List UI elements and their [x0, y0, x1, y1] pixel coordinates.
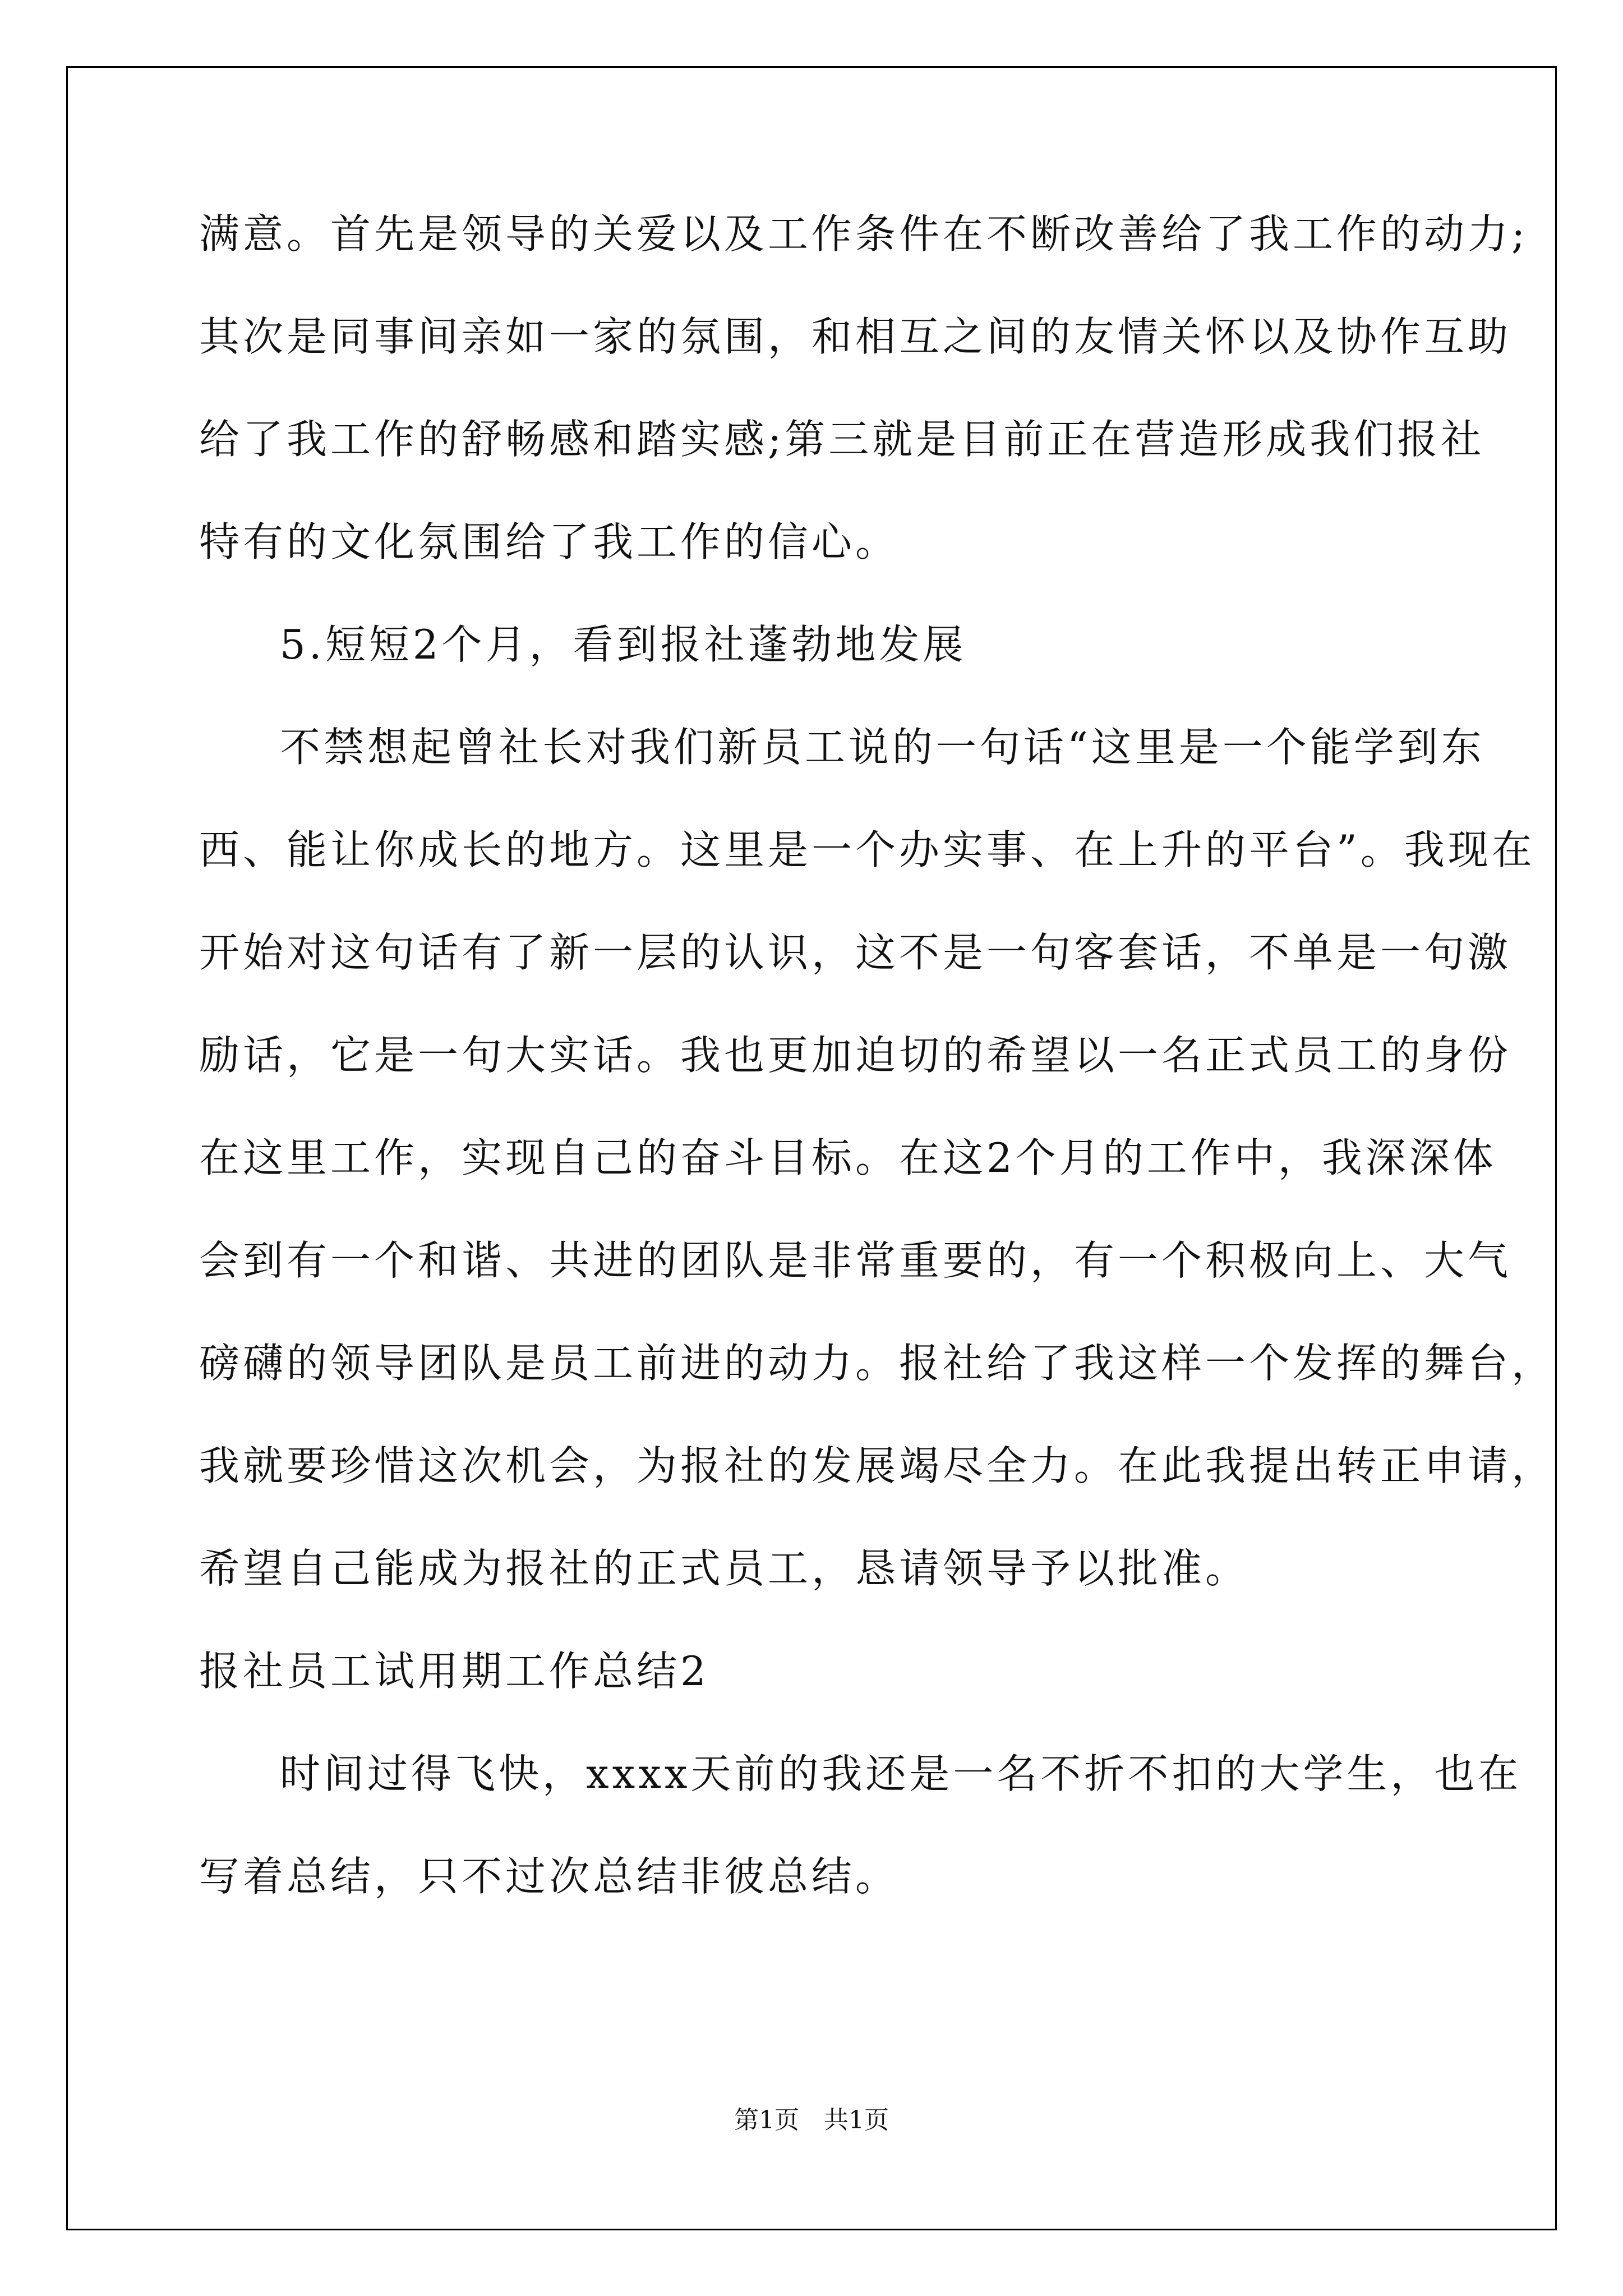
- text-line: 西、能让你成长的地方。这里是一个办实事、在上升的平台”。我现在: [199, 826, 1536, 873]
- text-line: 满意。首先是领导的关爱以及工作条件在不断改善给了我工作的动力;: [199, 210, 1529, 257]
- text-line: 会到有一个和谐、共进的团队是非常重要的，有一个积极向上、大气: [199, 1237, 1512, 1284]
- text-line: 磅礴的领导团队是员工前进的动力。报社给了我这样一个发挥的舞台，: [199, 1340, 1556, 1387]
- text-line: 在这里工作，实现自己的奋斗目标。在这2个月的工作中，我深深体: [199, 1134, 1497, 1181]
- text-line: 开始对这句话有了新一层的认识，这不是一句客套话，不单是一句激: [199, 929, 1512, 976]
- section-heading: 5.短短2个月，看到报社蓬勃地发展: [280, 621, 967, 668]
- text-line: 励话，它是一句大实话。我也更加迫切的希望以一名正式员工的身份: [199, 1032, 1512, 1079]
- text-line: 时间过得飞快，xxxx天前的我还是一名不折不扣的大学生，也在: [280, 1750, 1522, 1797]
- text-line: 其次是同事间亲如一家的氛围，和相互之间的友情关怀以及协作互助: [199, 313, 1512, 360]
- text-line: 我就要珍惜这次机会，为报社的发展竭尽全力。在此我提出转正申请，: [199, 1442, 1556, 1489]
- text-line: 写着总结，只不过次总结非彼总结。: [199, 1853, 900, 1900]
- page-footer: 第1页 共1页: [734, 2106, 889, 2134]
- text-line: 特有的文化氛围给了我工作的信心。: [199, 518, 900, 565]
- text-line: 给了我工作的舒畅感和踏实感;第三就是目前正在营造形成我们报社: [199, 416, 1485, 463]
- text-line: 希望自己能成为报社的正式员工，恳请领导予以批准。: [199, 1545, 1249, 1592]
- text-line: 不禁想起曾社长对我们新员工说的一句话“这里是一个能学到东: [280, 724, 1485, 771]
- document-title: 报社员工试用期工作总结2: [199, 1648, 709, 1695]
